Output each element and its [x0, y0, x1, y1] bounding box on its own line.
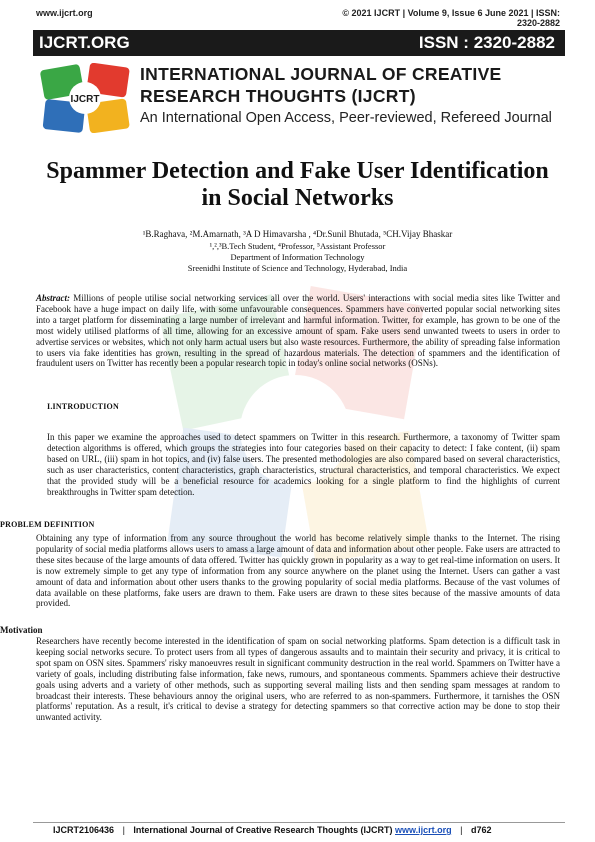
journal-title-line2: RESEARCH THOUGHTS (IJCRT) [140, 86, 416, 106]
paper-title-line1: Spammer Detection and Fake User Identification [46, 158, 549, 184]
abstract [36, 293, 560, 369]
author-list: ¹B.Raghava, ²M.Amarnath, ³A D Himavarsha , ⁴Dr.Sunil Bhutada, ⁵CH.Vijay Bhaskar [142, 229, 453, 239]
page-footer: IJCRT2106436 | International Journal of Creative Research Thoughts (IJCRT) www.ijcrt.org | d762 [53, 825, 492, 835]
abstract-label: Abstract: [36, 293, 71, 303]
banner-issn: ISSN : 2320-2882 [418, 33, 555, 52]
intro-heading: I.INTRODUCTION [47, 402, 119, 411]
footer-journal: International Journal of Creative Research Thoughts (IJCRT) [133, 825, 393, 835]
journal-subtitle: An International Open Access, Peer-reviewed, Refereed Journal [140, 110, 552, 126]
footer-page-number: d762 [471, 825, 492, 835]
logo-text: IJCRT [70, 94, 100, 105]
issue-info: © 2021 IJCRT | Volume 9, Issue 6 June 2021 | ISSN: 2320-2882 [342, 8, 560, 28]
problem-text: Obtaining any type of information from any source throughout the world has become relatively simple thanks to the Internet. The rising popularity of social media platforms allows users to amass a large amount of data and information about other people. Fake users are attracted to these sites because of the large amounts of data offered. Twitter has quickly grown in popularity as a way to get real-time information on users. It is now extremely simple to get any type of information from any source anywhere on the planet using the Internet. Users can gather a vast amount of data and information about other users thanks to the growing popularity of social media platforms. Because of the vast volumes of data available on these platforms, fake users are drawn to them. Fake users are drawn to these sites because of the massive amounts of data provided. [36, 533, 560, 609]
motivation-heading: Motivation [0, 625, 43, 635]
author-block [40, 229, 555, 274]
intro-text: In this paper we examine the approaches used to detect spammers on Twitter in this research. Furthermore, a taxonomy of Twitter spam detection algorithms is offered, which groups the strategies into four categories based on their capacity to detect: I fake content, (ii) spam based on URL, (iii) spam in hot topics, and (iv) false users. The presented methodologies are also compared based on several characteristics, such as user characteristics, content characteristics, graph characteristics, structural characteristics, and temporal characteristics. We expect that the provided study will be a beneficial resource for academics looking for a single platform to find the highlights of current breakthroughs in Twitter spam detection. [47, 432, 560, 497]
banner-site: IJCRT.ORG [39, 33, 130, 52]
site-url[interactable]: www.ijcrt.org [36, 8, 93, 18]
institute: Sreenidhi Institute of Science and Technology, Hyderabad, India [187, 263, 408, 273]
abstract-text: Millions of people utilise social networking services all over the world. Users' interactions with social media sites like Twitter and Facebook have a huge impact on daily life, with some unfavourable consequences. Spammers have converted popular social networking sites into a target platform for disseminating a large number of irrelevant and harmful information. Twitter, for example, has grown to be one of the most widely utilised platforms of all time, allowing for an excessive amount of spam. Fake users send unwanted tweets to users in order to advertise services or websites, which not only harm actual users but also waste resources. Furthermore, the ability of spreading false information to users via fake identities has grown, resulting in the spread of hazardous materials. The detection of spammers and the identification of fraudulent users on Twitter has recently been a popular research topic in today's online social networks (OSNs). [36, 293, 560, 369]
department: Department of Information Technology [230, 252, 365, 262]
journal-title-line1: INTERNATIONAL JOURNAL OF CREATIVE [140, 64, 502, 84]
paper-title [40, 158, 555, 212]
footer-site-link[interactable]: www.ijcrt.org [394, 825, 452, 835]
footer-paper-id: IJCRT2106436 [53, 825, 115, 835]
paper-title-line2: in Social Networks [201, 185, 394, 211]
footer-divider [33, 822, 565, 823]
problem-heading: PROBLEM DEFINITION [0, 520, 95, 529]
motivation-text: Researchers have recently become interested in the identification of spam on social networking platforms. Spam detection is a difficult task in keeping social networks secure. To protect users from all types of dangerous assaults and to maintain their security and privacy, it is critical to spot spam on OSN sites. Spammers' risky manoeuvres result in significant community destruction in the real world. Spammers on Twitter have a variety of goals, including distributing false information, fake news, rumours, and spontaneous comments. Spammers achieve their destructive goals using adverts and a variety of other methods, such as supporting several mailing lists and then sending spam messages at random to broadcast their interests. These behaviours annoy the original users, who are referred to as non-spammers. Furthermore, it tarnishes the OSN platforms' reputation. As a result, it's critical to devise a strategy for detecting spammers so that corrective action may be done to stop their unwanted activity. [36, 636, 560, 723]
author-roles: ¹,²,³B.Tech Student, ⁴Professor, ⁵Assistant Professor [209, 241, 386, 251]
journal-banner [33, 30, 565, 56]
ijcrt-logo-icon [40, 63, 130, 133]
